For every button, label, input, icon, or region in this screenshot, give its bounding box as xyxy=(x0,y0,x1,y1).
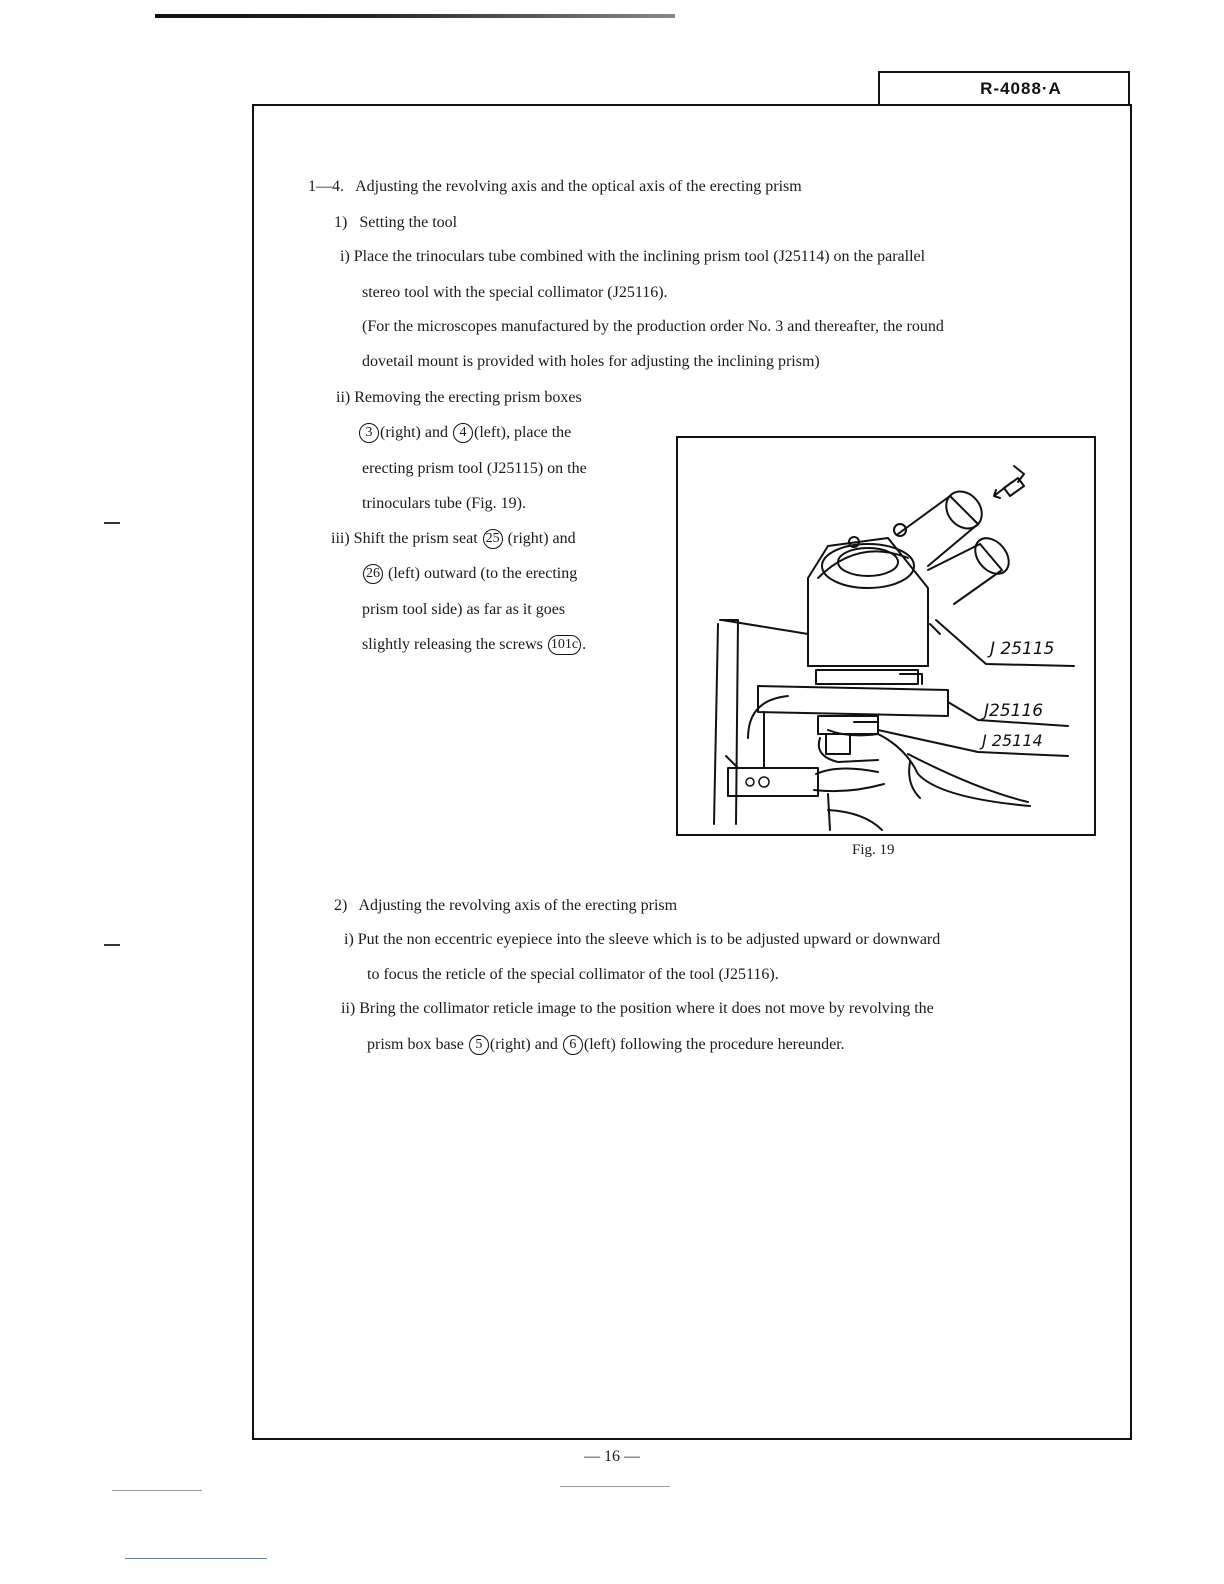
step1-iii-line4 xyxy=(362,635,586,655)
step1-ii-text-a: (right) and xyxy=(380,424,448,441)
scan-line xyxy=(112,1490,202,1491)
microscope-tool-illustration xyxy=(678,438,1094,834)
step1-i-line4: dovetail mount is provided with holes for adjusting the inclining prism) xyxy=(362,353,820,370)
step2-i-line2: to focus the reticle of the special collimator of the tool (J25116). xyxy=(367,966,779,983)
step1-i-line1 xyxy=(340,247,1060,267)
step2-number: 2) xyxy=(334,897,348,914)
section-heading xyxy=(308,177,802,197)
step1-iii-line3: prism tool side) as far as it goes xyxy=(362,601,566,618)
figure-19 xyxy=(676,436,1096,836)
step1-iii-text-c: (left) outward (to the erecting xyxy=(388,565,578,582)
step2-title: Adjusting the revolving axis of the erecting prism xyxy=(358,897,678,914)
section-number: 1—4. xyxy=(308,178,344,195)
part-number-26: 26 xyxy=(363,564,383,584)
step1-title: Setting the tool xyxy=(359,214,458,231)
step1-iii-text-b: (right) and xyxy=(507,530,576,547)
step2-ii-text1: Bring the collimator reticle image to the position where it does not move by revolving the xyxy=(359,1000,934,1017)
step1-ii-text-b: (left), place the xyxy=(473,424,572,441)
step1-iii-label: iii) xyxy=(331,530,350,547)
section-title: Adjusting the revolving axis and the optical axis of the erecting prism xyxy=(355,178,802,195)
step1-ii-line2 xyxy=(358,423,571,443)
step1-ii-line4: trinoculars tube (Fig. 19). xyxy=(362,495,526,512)
part-number-25: 25 xyxy=(483,529,503,549)
step1-heading xyxy=(334,213,457,233)
scan-mark xyxy=(104,522,120,524)
step1-iii-text-a: Shift the prism seat xyxy=(353,530,478,547)
step2-ii-line1 xyxy=(341,999,934,1019)
step2-i-label: i) xyxy=(344,931,354,948)
step1-iii-text-e: . xyxy=(582,636,587,653)
step1-ii-text1: Removing the erecting prism boxes xyxy=(354,389,582,406)
step1-ii-line1 xyxy=(336,388,582,408)
step2-i-text1: Put the non eccentric eyepiece into the sleeve which is to be adjusted upward or downward xyxy=(357,931,941,948)
step2-ii-line2 xyxy=(367,1035,845,1055)
scan-mark xyxy=(104,944,120,946)
scan-line xyxy=(125,1558,267,1559)
step1-ii-label: ii) xyxy=(336,389,351,406)
part-number-4: 4 xyxy=(453,423,473,443)
scan-top-rule xyxy=(155,14,675,18)
step1-i-label: i) xyxy=(340,248,350,265)
step2-ii-text-a: prism box base xyxy=(367,1036,464,1053)
step2-i-line1 xyxy=(344,930,940,950)
part-number-6: 6 xyxy=(563,1035,583,1055)
step1-iii-text-d: slightly releasing the screws xyxy=(362,636,543,653)
step1-i-line3: (For the microscopes manufactured by the production order No. 3 and thereafter, the round xyxy=(362,318,944,335)
figure-label-j25115: J 25115 xyxy=(990,639,1055,659)
page-number: — 16 — xyxy=(584,1448,640,1465)
part-number-101c: 101c xyxy=(548,635,581,655)
figure-label-j25114: J 25114 xyxy=(982,731,1043,750)
step1-i-text1: Place the trinoculars tube combined with the inclining prism tool (J25114) on the parallel xyxy=(353,248,926,265)
part-number-3: 3 xyxy=(359,423,379,443)
figure-label-j25116: J25116 xyxy=(984,701,1044,721)
figure-caption: Fig. 19 xyxy=(852,842,895,858)
step1-ii-line3: erecting prism tool (J25115) on the xyxy=(362,460,587,477)
part-number-5: 5 xyxy=(469,1035,489,1055)
scan-line xyxy=(560,1486,670,1487)
step1-number: 1) xyxy=(334,214,348,231)
step1-iii-line1 xyxy=(331,529,576,549)
step1-i-line2: stereo tool with the special collimator (J25116). xyxy=(362,284,668,301)
step2-heading xyxy=(334,896,677,916)
step2-ii-text-c: (left) following the procedure hereunder. xyxy=(583,1036,845,1053)
step2-ii-text-b: (right) and xyxy=(489,1036,558,1053)
step2-ii-label: ii) xyxy=(341,1000,356,1017)
step1-iii-line2 xyxy=(362,564,577,584)
document-number: R-4088·A xyxy=(878,71,1130,104)
